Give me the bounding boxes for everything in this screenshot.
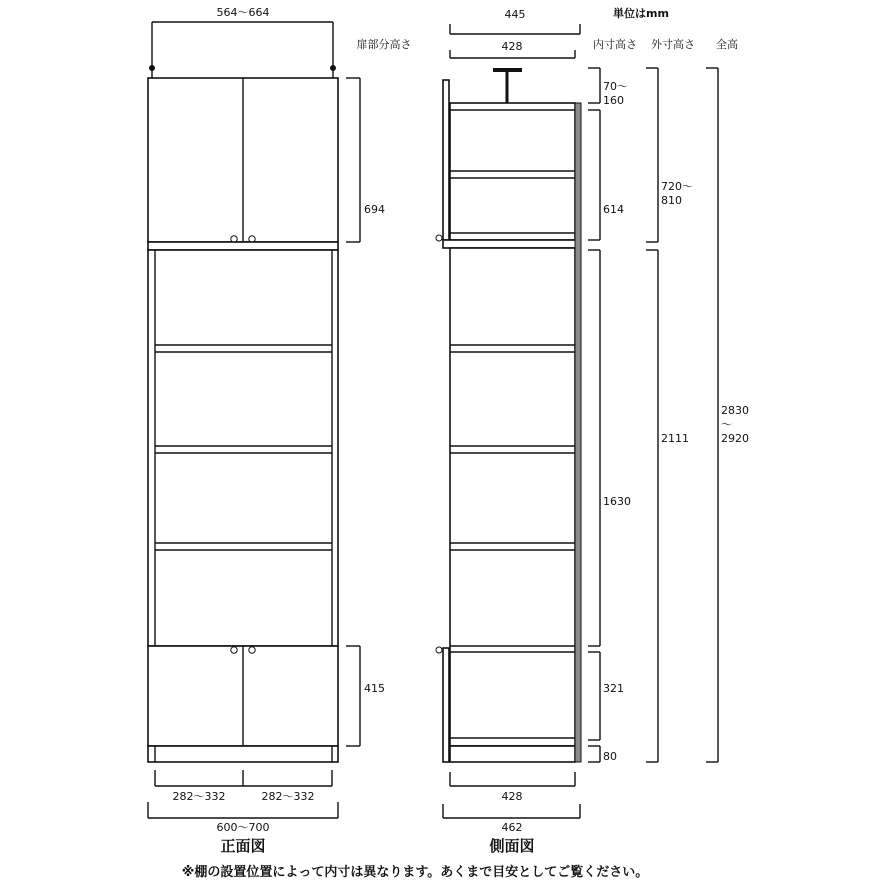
side-view [436, 8, 749, 855]
side-total-label: 2830 [721, 404, 749, 417]
front-total-width-label: 600〜700 [216, 821, 270, 834]
side-middle-inner-label: 1630 [603, 495, 631, 508]
front-top-width-label: 564〜664 [216, 6, 270, 19]
side-back-panel [575, 103, 581, 762]
side-lower-outer-label: 2111 [661, 432, 689, 445]
side-upper-inner-label: 614 [603, 203, 624, 216]
side-top-outer-depth-label: 445 [504, 8, 526, 21]
side-upper-outer-label-2: 810 [661, 194, 682, 207]
front-lower-left-width-label: 282〜332 [172, 790, 226, 803]
side-gap-label: 70〜 [603, 80, 628, 93]
front-view-title: 正面図 [220, 837, 266, 855]
header-total-height: 全高 [716, 38, 738, 51]
header-inner-height: 内寸高さ [593, 38, 637, 51]
side-main-body [450, 248, 575, 746]
side-lower-inner-label: 321 [603, 682, 624, 695]
side-bottom-inner-depth-label: 428 [501, 790, 523, 803]
header-outer-height: 外寸高さ [651, 38, 695, 51]
front-upper-door-height-label: 694 [364, 203, 385, 216]
side-total-label-2: 〜 [721, 418, 732, 431]
footnote: ※棚の設置位置によって内寸は異なります。あくまで目安としてご覧ください。 [181, 865, 649, 880]
unit-label: 単位はmm [613, 7, 669, 20]
side-bottom-outer-depth-label: 462 [501, 821, 523, 834]
side-gap-label-2: 160 [603, 94, 624, 107]
front-lower-door-height-label: 415 [364, 682, 385, 695]
side-upper-outer-label: 720〜 [661, 180, 693, 193]
side-view-title: 側面図 [489, 837, 535, 855]
side-base-label: 80 [603, 750, 617, 763]
front-lower-right-width-label: 282〜332 [261, 790, 315, 803]
front-open-body [148, 250, 338, 646]
side-top-inner-depth-label: 428 [501, 40, 523, 53]
front-view [148, 6, 385, 855]
side-total-label-3: 2920 [721, 432, 749, 445]
header-door-height: 扉部分高さ [356, 38, 412, 51]
